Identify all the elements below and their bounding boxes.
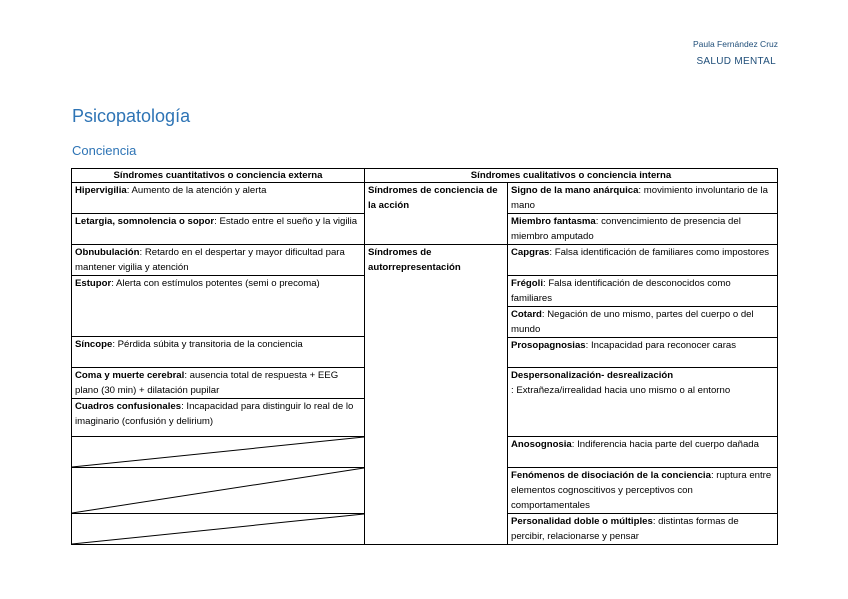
- definition: : Negación de uno mismo, partes del cuerpo o del mundo: [511, 309, 754, 335]
- table-cell-fregoli: [508, 276, 778, 307]
- definition: : Pérdida súbita y transitoria de la conciencia: [112, 339, 303, 350]
- group-label: Síndromes de conciencia de la acción: [368, 185, 498, 211]
- term: Cotard: [511, 309, 542, 320]
- page-title: Psicopatología: [72, 106, 191, 126]
- term: Personalidad doble o múltiples: [511, 516, 653, 527]
- table-cell-obnubulacion: [72, 245, 365, 276]
- table-cell-disociacion: [508, 468, 778, 514]
- table-cell-mano-anarquica: [508, 183, 778, 214]
- column-header-qualitative: Síndromes cualitativos o conciencia interna: [365, 169, 778, 183]
- definition: : Incapacidad para reconocer caras: [585, 340, 737, 351]
- table-cell-personalidad-multiple: [508, 514, 778, 545]
- term: Coma y muerte cerebral: [75, 370, 185, 381]
- term: Frégoli: [511, 278, 543, 289]
- empty-cell-crossed: [72, 514, 365, 545]
- definition: : movimiento involuntario de la mano: [511, 185, 769, 211]
- term: Síncope: [75, 339, 113, 350]
- term: Signo de la mano anárquica: [511, 185, 639, 196]
- table-cell-miembro-fantasma: [508, 214, 778, 245]
- term: Prosopagnosias: [511, 340, 586, 351]
- definition: : Aumento de la atención y alerta: [126, 185, 267, 196]
- definition: : ruptura entre elementos cognoscitivos y perceptivos con comportamentales: [511, 470, 772, 511]
- syndromes-table: [71, 168, 778, 545]
- table-cell-cotard: [508, 307, 778, 338]
- header-author: Paula Fernández Cruz: [692, 39, 778, 49]
- table-cell-letargia: [72, 214, 365, 245]
- table-cell-capgras: [508, 245, 778, 276]
- definition: : Alerta con estímulos potentes (semi o precoma): [111, 278, 320, 289]
- definition: : ausencia total de respuesta + EEG plano (30 min) + dilatación pupilar: [75, 370, 339, 396]
- term: Letargia, somnolencia o sopor: [75, 216, 215, 227]
- term: Cuadros confusionales: [75, 401, 182, 412]
- definition: : Extrañeza/irrealidad hacia uno mismo o al entorno: [511, 385, 731, 396]
- group-label-autorrepresentacion: [365, 245, 508, 545]
- diagonal-strike: [72, 514, 364, 544]
- table-cell-sincope: [72, 337, 365, 368]
- term: Hipervigilia: [75, 185, 127, 196]
- term: Fenómenos de disociación de la conciencia: [511, 470, 711, 481]
- term: Despersonalización- desrealización: [511, 370, 674, 381]
- definition: : Falsa identificación de familiares como impostores: [549, 247, 770, 258]
- term: Estupor: [75, 278, 112, 289]
- diagonal-strike: [72, 468, 364, 513]
- term: Anosognosia: [511, 439, 572, 450]
- table-cell-hipervigilia: [72, 183, 365, 214]
- table-cell-estupor: [72, 276, 365, 337]
- empty-cell-crossed: [72, 468, 365, 514]
- term: Obnubulación: [75, 247, 140, 258]
- definition: : Falsa identificación de desconocidos como familiares: [511, 278, 731, 304]
- group-label: Síndromes de autorrepresentación: [368, 247, 461, 273]
- table-cell-cuadros-confusionales: [72, 399, 365, 437]
- table-cell-coma: [72, 368, 365, 399]
- empty-cell-crossed: [72, 437, 365, 468]
- section-title: Conciencia: [72, 143, 137, 158]
- group-label-accion: [365, 183, 508, 245]
- definition: : Estado entre el sueño y la vigilia: [214, 216, 358, 227]
- column-header-quantitative: Síndromes cuantitativos o conciencia externa: [72, 169, 365, 183]
- term: Miembro fantasma: [511, 216, 596, 227]
- definition: : convencimiento de presencia del miembro amputado: [511, 216, 741, 242]
- table-cell-prosopagnosias: [508, 338, 778, 368]
- definition: : distintas formas de percibir, relacionarse y pensar: [511, 516, 739, 542]
- definition: : Indiferencia hacia parte del cuerpo dañada: [571, 439, 759, 450]
- table-cell-anosognosia: [508, 437, 778, 468]
- definition: : Retardo en el despertar y mayor dificultad para mantener vigilia y atención: [75, 247, 345, 273]
- diagonal-strike: [72, 437, 364, 467]
- header-subject: SALUD MENTAL: [696, 56, 776, 67]
- definition: : Incapacidad para distinguir lo real de lo imaginario (confusión y delirium): [75, 401, 354, 427]
- table-cell-despersonalizacion: [508, 368, 778, 437]
- term: Capgras: [511, 247, 550, 258]
